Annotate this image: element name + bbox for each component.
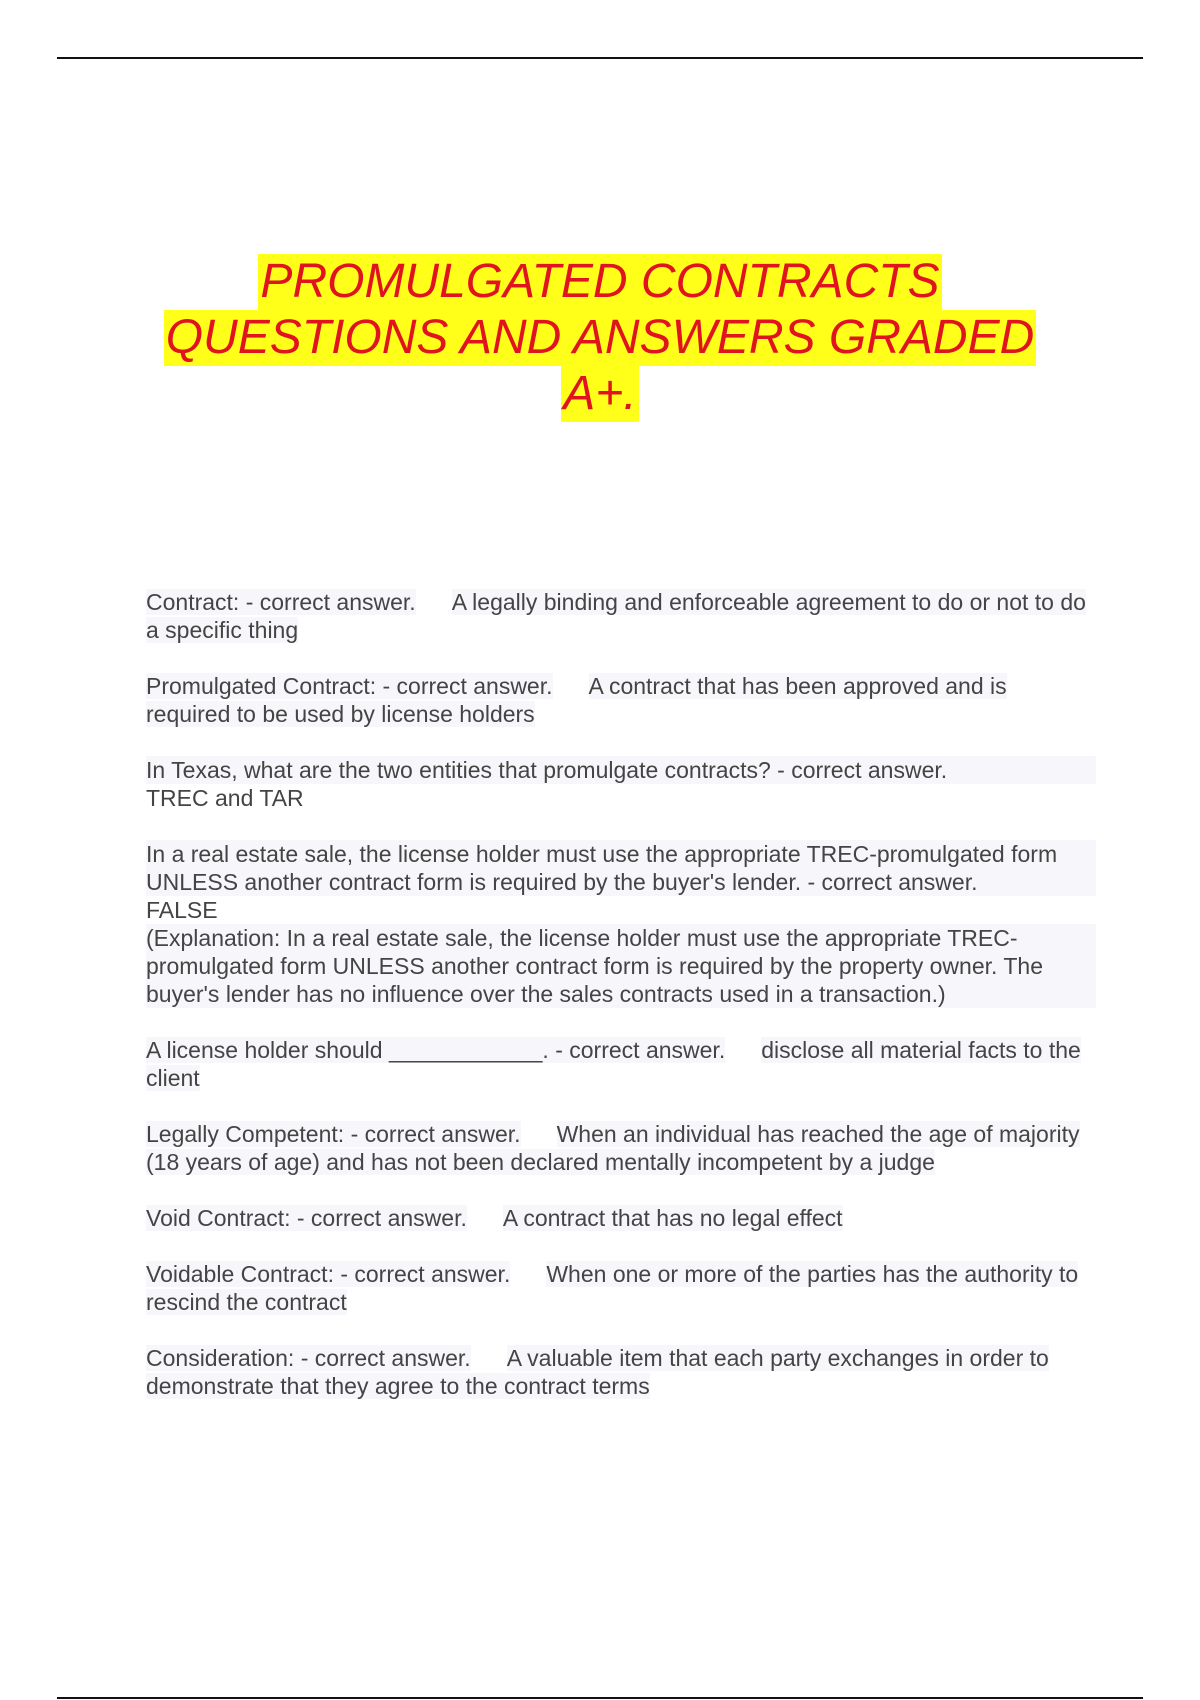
top-rule — [57, 57, 1143, 59]
bottom-rule — [57, 1697, 1143, 1699]
qa-question: Voidable Contract: - correct answer. — [146, 1261, 511, 1287]
qa-item — [146, 1204, 1096, 1232]
qa-question: Promulgated Contract: - correct answer. — [146, 673, 553, 699]
title-line-1: PROMULGATED CONTRACTS — [260, 255, 940, 308]
qa-list — [146, 588, 1096, 1428]
qa-answer: TREC and TAR — [146, 785, 304, 811]
qa-answer: FALSE — [146, 897, 218, 923]
qa-question: In Texas, what are the two entities that promulgate contracts? - correct answer. — [146, 756, 1096, 784]
qa-explanation: (Explanation: In a real estate sale, the license holder must use the appropriate TREC-promulgated form UNLESS another contract form is required by the property owner. The buyer's lender has no influence over the sales contracts used in a transaction.) — [146, 924, 1096, 1008]
qa-item — [146, 588, 1096, 644]
qa-question: Void Contract: - correct answer. — [146, 1205, 467, 1231]
qa-answer: When one or more of the parties has the authority to rescind the contract — [146, 1261, 1079, 1315]
qa-question: Contract: - correct answer. — [146, 589, 416, 615]
qa-answer: A contract that has been approved and is required to be used by license holders — [146, 673, 1007, 727]
qa-item — [146, 1344, 1096, 1400]
qa-question: In a real estate sale, the license holder must use the appropriate TREC-promulgated form UNLESS another contract form is required by the buyer's lender. - correct answer. — [146, 840, 1096, 896]
qa-answer: A legally binding and enforceable agreement to do or not to do a specific thing — [146, 589, 1086, 643]
qa-item — [146, 1120, 1096, 1176]
title-line-2: QUESTIONS AND ANSWERS GRADED — [165, 311, 1035, 364]
qa-answer: When an individual has reached the age of majority (18 years of age) and has not been declared mentally incompetent by a judge — [146, 1121, 1080, 1175]
document-title — [100, 254, 1100, 422]
qa-question: Legally Competent: - correct answer. — [146, 1121, 521, 1147]
qa-question: Consideration: - correct answer. — [146, 1345, 471, 1371]
qa-item — [146, 672, 1096, 728]
qa-question: A license holder should ____________. - correct answer. — [146, 1037, 726, 1063]
qa-answer: A valuable item that each party exchanges in order to demonstrate that they agree to the contract terms — [146, 1345, 1049, 1399]
qa-item — [146, 840, 1096, 1008]
qa-answer: A contract that has no legal effect — [502, 1205, 843, 1231]
qa-item — [146, 1036, 1096, 1092]
title-line-3: A+. — [563, 367, 637, 420]
qa-item — [146, 1260, 1096, 1316]
qa-item — [146, 756, 1096, 812]
qa-answer: disclose all material facts to the client — [146, 1037, 1081, 1091]
